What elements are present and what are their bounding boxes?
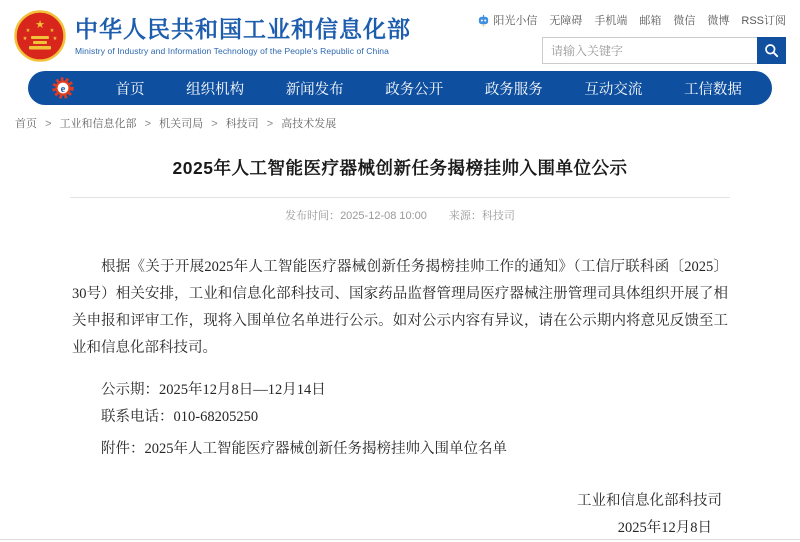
robot-mascot-icon	[477, 14, 490, 27]
top-link-sunshine-assistant[interactable]	[477, 12, 537, 28]
svg-text:★: ★	[49, 28, 55, 34]
site-branding[interactable]	[14, 10, 411, 62]
breadcrumb-separator: >	[144, 118, 152, 130]
paragraph-public-period: 公示期：2025年12月8日—12月14日	[101, 382, 326, 398]
signature-department: 工业和信息化部科技司	[577, 493, 722, 509]
top-link-rss[interactable]: RSS订阅	[741, 15, 786, 27]
breadcrumb-departments[interactable]: 机关司局	[159, 118, 204, 130]
attachment-link[interactable]: 附件：2025年人工智能医疗器械创新任务揭榜挂帅入围单位名单	[101, 441, 507, 457]
top-link-mobile[interactable]: 手机端	[594, 15, 628, 27]
breadcrumb-separator: >	[211, 118, 218, 130]
nav-item-interaction[interactable]: 互动交流	[584, 81, 643, 98]
top-link-wechat[interactable]: 微信	[673, 15, 696, 27]
top-link-mail[interactable]: 邮箱	[639, 15, 662, 27]
article-title: 2025年人工智能医疗器械创新任务揭榜挂帅入围单位公示	[172, 158, 628, 178]
search-button[interactable]	[757, 37, 786, 64]
source-value: 科技司	[481, 210, 515, 222]
svg-text:e: e	[60, 83, 66, 95]
site-title: 中华人民共和国工业和信息化部	[75, 15, 411, 42]
site-header	[0, 0, 800, 64]
search-input[interactable]	[542, 37, 757, 64]
breadcrumb-miit[interactable]: 工业和信息化部	[59, 118, 137, 130]
svg-text:★: ★	[35, 19, 45, 31]
top-link-weibo[interactable]: 微博	[707, 15, 730, 27]
signature-block	[72, 488, 728, 542]
breadcrumb-high-tech[interactable]: 高技术发展	[281, 118, 337, 130]
breadcrumb-separator: >	[266, 118, 274, 130]
source-label: 来源：	[448, 210, 482, 222]
top-links	[477, 12, 786, 28]
main-navbar	[28, 71, 772, 105]
top-link-label: 阳光小信	[493, 15, 538, 27]
search-bar	[542, 37, 786, 64]
svg-text:★: ★	[52, 36, 58, 42]
nav-item-home[interactable]: 首页	[115, 81, 145, 98]
publish-time-label: 发布时间：	[285, 210, 341, 222]
page-bottom-divider	[0, 539, 800, 540]
search-icon	[764, 43, 779, 58]
breadcrumb-separator: >	[45, 118, 52, 130]
signature-date: 2025年12月8日	[617, 520, 712, 536]
header-utilities	[477, 10, 786, 64]
svg-text:★: ★	[25, 28, 31, 34]
nav-item-news[interactable]: 新闻发布	[285, 81, 344, 98]
site-subtitle: Ministry of Industry and Information Technology of the People’s Republic of China	[75, 46, 389, 57]
article-meta	[70, 207, 730, 223]
nav-item-gov-disclosure[interactable]: 政务公开	[385, 81, 444, 98]
nav-item-miit-data[interactable]: 工信数据	[683, 81, 742, 98]
breadcrumb-home[interactable]: 首页	[15, 118, 37, 130]
top-link-accessibility[interactable]: 无障碍	[549, 15, 583, 27]
paragraph-contact-phone: 联系电话：010-68205250	[101, 409, 259, 425]
national-emblem-icon	[14, 10, 66, 62]
title-divider	[70, 197, 730, 198]
article-body	[70, 254, 730, 542]
paragraph-main: 根据《关于开展2025年人工智能医疗器械创新任务揭榜挂帅工作的通知》（工信厅联科函〔2025〕30号）相关安排，工业和信息化部科技司、国家药品监督管理局医疗器械注册管理司具体组织开展了相关申报和评审工作，现将入围单位名单进行公示。如对公示内容有异议，请在公示期内将意见反馈至工业和信息化部科技司。	[72, 259, 728, 356]
publish-time-value: 2025-12-08 10:00	[340, 210, 427, 222]
breadcrumb	[15, 115, 800, 131]
article-container	[70, 155, 730, 542]
svg-text:★: ★	[22, 36, 28, 42]
nav-item-organization[interactable]: 组织机构	[186, 81, 245, 98]
breadcrumb-science-tech-dept[interactable]: 科技司	[225, 118, 259, 130]
site-title-block	[75, 16, 411, 57]
nav-item-gov-services[interactable]: 政务服务	[484, 81, 543, 98]
miit-gear-logo-icon	[52, 77, 74, 99]
